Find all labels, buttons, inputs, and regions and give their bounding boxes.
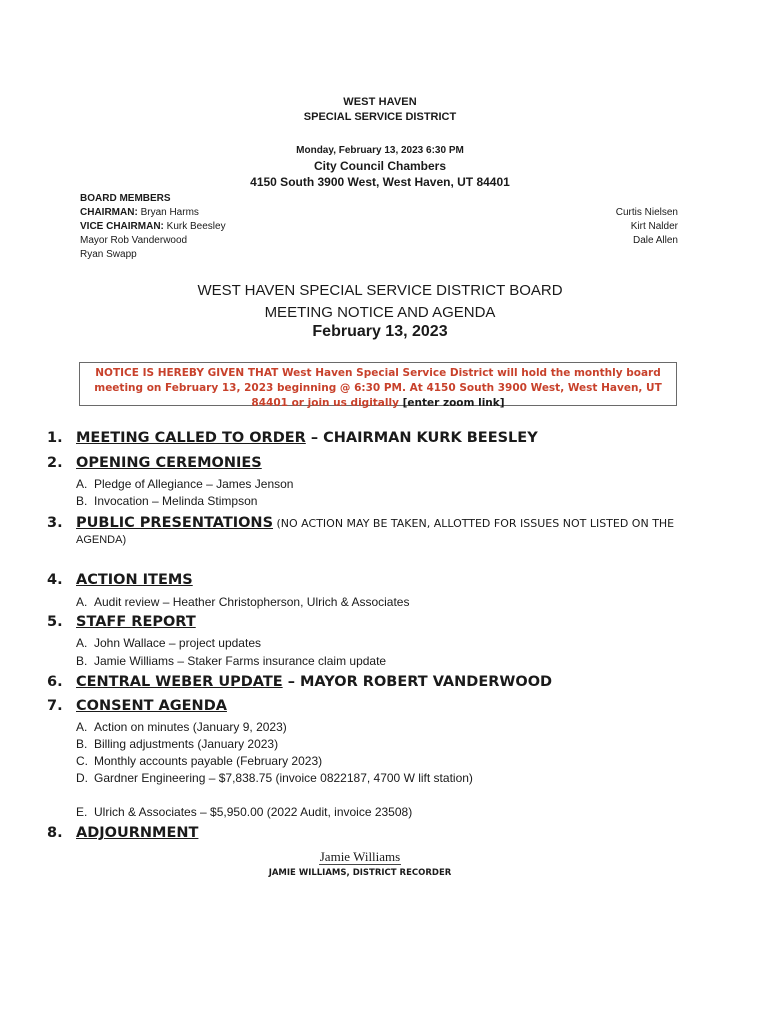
agenda-section-8: 8. ADJOURNMENT	[47, 825, 199, 841]
header-line-2: SPECIAL SERVICE DISTRICT	[303, 111, 457, 123]
agenda-item: A. Pledge of Allegiance – James Jenson	[76, 477, 294, 491]
agenda-section-7: 7. CONSENT AGENDA	[47, 698, 227, 714]
recorder-signature: Jamie Williams	[319, 849, 401, 864]
agenda-item: D. Gardner Engineering – $7,838.75 (invoice 0822187, 4700 W lift station)	[76, 771, 473, 785]
agenda-item: E. Ulrich & Associates – $5,950.00 (2022 Audit, invoice 23508)	[76, 805, 413, 819]
agenda-item: B. Billing adjustments (January 2023)	[76, 737, 279, 751]
document-date: February 13, 2023	[312, 323, 448, 340]
agenda-section-3: 3. PUBLIC PRESENTATIONS (NO ACTION MAY BE TAKEN, ALLOTTED FOR ISSUES NOT LISTED ON THE	[47, 515, 675, 531]
board-member: Kirt Nalder	[630, 221, 678, 232]
agenda-section-2: 2. OPENING CEREMONIES	[47, 455, 262, 471]
notice-box: NOTICE IS HEREBY GIVEN THAT West Haven Special Service District will hold the monthly board meeting on February 13, 2023 beginning @ 6:30 PM. At 4150 South 3900 West, West Haven, UT 84401 or join us digitally [enter zoom link]	[79, 362, 677, 406]
board-member: Dale Allen	[632, 235, 678, 246]
agenda-section-4: 4. ACTION ITEMS	[47, 572, 193, 588]
board-chairman: CHAIRMAN: Bryan Harms	[80, 207, 199, 218]
meeting-date-time: Monday, February 13, 2023 6:30 PM	[296, 145, 464, 156]
agenda-section-3-note-cont: AGENDA)	[76, 534, 127, 546]
board-member: Ryan Swapp	[80, 249, 137, 260]
board-member: Curtis Nielsen	[615, 207, 678, 218]
document-title-line-2: MEETING NOTICE AND AGENDA	[264, 304, 496, 321]
agenda-section-6: 6. CENTRAL WEBER UPDATE – MAYOR ROBERT VANDERWOOD	[47, 674, 553, 690]
zoom-link[interactable]: [enter zoom link]	[402, 397, 505, 409]
header-line-1: WEST HAVEN	[343, 96, 417, 108]
meeting-address: 4150 South 3900 West, West Haven, UT 84401	[250, 175, 510, 189]
document-title-line-1: WEST HAVEN SPECIAL SERVICE DISTRICT BOARD	[197, 282, 563, 299]
board-heading: BOARD MEMBERS	[80, 193, 171, 204]
board-members-right	[616, 206, 678, 248]
recorder-caption: JAMIE WILLIAMS, DISTRICT RECORDER	[268, 868, 452, 878]
agenda-item: B. Invocation – Melinda Stimpson	[76, 494, 258, 508]
agenda-item: A. Audit review – Heather Christopherson, Ulrich & Associates	[76, 595, 410, 609]
agenda-item: A. Action on minutes (January 9, 2023)	[76, 720, 287, 734]
board-members-left	[80, 192, 226, 262]
agenda-section-1: 1. MEETING CALLED TO ORDER – CHAIRMAN KURK BEESLEY	[47, 430, 538, 446]
meeting-location: City Council Chambers	[313, 159, 447, 173]
agenda-item: B. Jamie Williams – Staker Farms insurance claim update	[76, 654, 387, 668]
board-mayor: Mayor Rob Vanderwood	[80, 235, 188, 246]
agenda-item: A. John Wallace – project updates	[76, 636, 261, 650]
agenda-item: C. Monthly accounts payable (February 2023)	[76, 754, 323, 768]
agenda-section-5: 5. STAFF REPORT	[47, 614, 196, 630]
board-vice-chairman: VICE CHAIRMAN: Kurk Beesley	[80, 221, 226, 232]
